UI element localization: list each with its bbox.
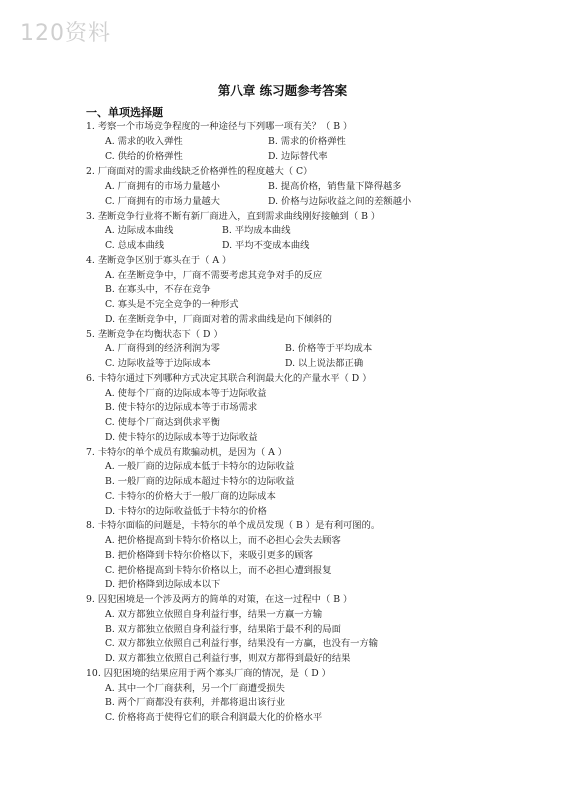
question-stem: 4. 垄断竞争区别于寡头在于（ A ） <box>86 255 232 266</box>
option: D. 使卡特尔的边际成本等于边际收益 <box>105 432 258 443</box>
option: D. 平均不变成本曲线 <box>222 240 310 251</box>
option: B. 平均成本曲线 <box>222 225 291 236</box>
option: B. 使卡特尔的边际成本等于市场需求 <box>105 402 258 413</box>
option: A. 使每个厂商的边际成本等于边际收益 <box>105 388 267 399</box>
question-stem: 10. 囚犯困境的结果应用于两个寡头厂商的情况，是（ D ） <box>86 668 331 679</box>
page-title: 第八章 练习题参考答案 <box>217 83 348 98</box>
question-stem: 9. 囚犯困境是一个涉及两方的简单的对策，在这一过程中（ B ） <box>86 594 353 605</box>
option: D. 把价格降到边际成本以下 <box>105 579 221 590</box>
option: D. 在垄断竞争中，厂商面对着的需求曲线是向下倾斜的 <box>105 314 332 325</box>
option: A. 厂商得到的经济利润为零 <box>105 343 220 354</box>
option: C. 供给的价格弹性 <box>105 151 183 162</box>
option: D. 价格与边际收益之间的差额越小 <box>268 196 412 207</box>
option: A. 在垄断竞争中，厂商不需要考虑其竞争对手的反应 <box>105 270 323 281</box>
option: C. 把价格提高到卡特尔价格以上，而不必担心遭到报复 <box>105 565 332 576</box>
option: B. 在寡头中，不存在竞争 <box>105 284 211 295</box>
option: B. 提高价格，销售量下降得越多 <box>268 181 402 192</box>
option: A. 厂商拥有的市场力量越小 <box>105 181 220 192</box>
option: A. 把价格提高到卡特尔价格以上，而不必担心会失去顾客 <box>105 535 341 546</box>
watermark: 120资料 <box>20 21 111 46</box>
question-stem: 7. 卡特尔的单个成员有欺骗动机，是因为（ A ） <box>86 447 288 458</box>
option: B. 双方都独立依照自身利益行事，结果陷于最不利的局面 <box>105 624 341 635</box>
option: D. 双方都独立依照自己利益行事，则双方都得到最好的结果 <box>105 653 351 664</box>
option: A. 一般厂商的边际成本低于卡特尔的边际收益 <box>105 461 295 472</box>
option: C. 卡特尔的价格大于一般厂商的边际成本 <box>105 491 276 502</box>
option: D. 卡特尔的边际收益低于卡特尔的价格 <box>105 506 267 517</box>
question-stem: 2. 厂商面对的需求曲线缺乏价格弹性的程度越大（ C） <box>86 166 313 177</box>
option: A. 需求的收入弹性 <box>105 136 183 147</box>
option: B. 价格等于平均成本 <box>285 343 373 354</box>
question-stem: 8. 卡特尔面临的问题是，卡特尔的单个成员发现（ B ）是有利可图的。 <box>86 520 381 531</box>
option: C. 寡头是不完全竞争的一种形式 <box>105 299 239 310</box>
option: B. 需求的价格弹性 <box>268 136 346 147</box>
option: A. 其中一个厂商获利，另一个厂商遭受损失 <box>105 683 285 694</box>
option: C. 双方都独立依照自己利益行事，结果没有一方赢，也没有一方输 <box>105 638 379 649</box>
question-stem: 3. 垄断竞争行业将不断有新厂商进入，直到需求曲线刚好接触到（ B ） <box>86 211 381 222</box>
option: A. 边际成本曲线 <box>105 225 174 236</box>
option: C. 厂商拥有的市场力量越大 <box>105 196 220 207</box>
option: D. 以上说法都正确 <box>285 358 364 369</box>
option: C. 总成本曲线 <box>105 240 165 251</box>
option: B. 两个厂商都没有获利，并都将退出该行业 <box>105 697 286 708</box>
option: C. 边际收益等于边际成本 <box>105 358 211 369</box>
option: B. 一般厂商的边际成本超过卡特尔的边际收益 <box>105 476 295 487</box>
question-stem: 5. 垄断竞争在均衡状态下（ D ） <box>86 329 223 340</box>
option: C. 价格将高于使得它们的联合利润最大化的价格水平 <box>105 712 323 723</box>
option: A. 双方都独立依照自身利益行事，结果一方赢一方输 <box>105 609 323 620</box>
option: B. 把价格降到卡特尔价格以下，来吸引更多的顾客 <box>105 550 313 561</box>
question-stem: 6. 卡特尔通过下列哪种方式决定其联合利润最大化的产量水平（ D ） <box>86 373 372 384</box>
option: D. 边际替代率 <box>268 151 328 162</box>
question-stem: 1. 考察一个市场竞争程度的一种途径与下列哪一项有关？（ B ） <box>86 121 353 132</box>
option: C. 使每个厂商达到供求平衡 <box>105 417 220 428</box>
section-heading: 一、单项选择题 <box>86 106 163 119</box>
